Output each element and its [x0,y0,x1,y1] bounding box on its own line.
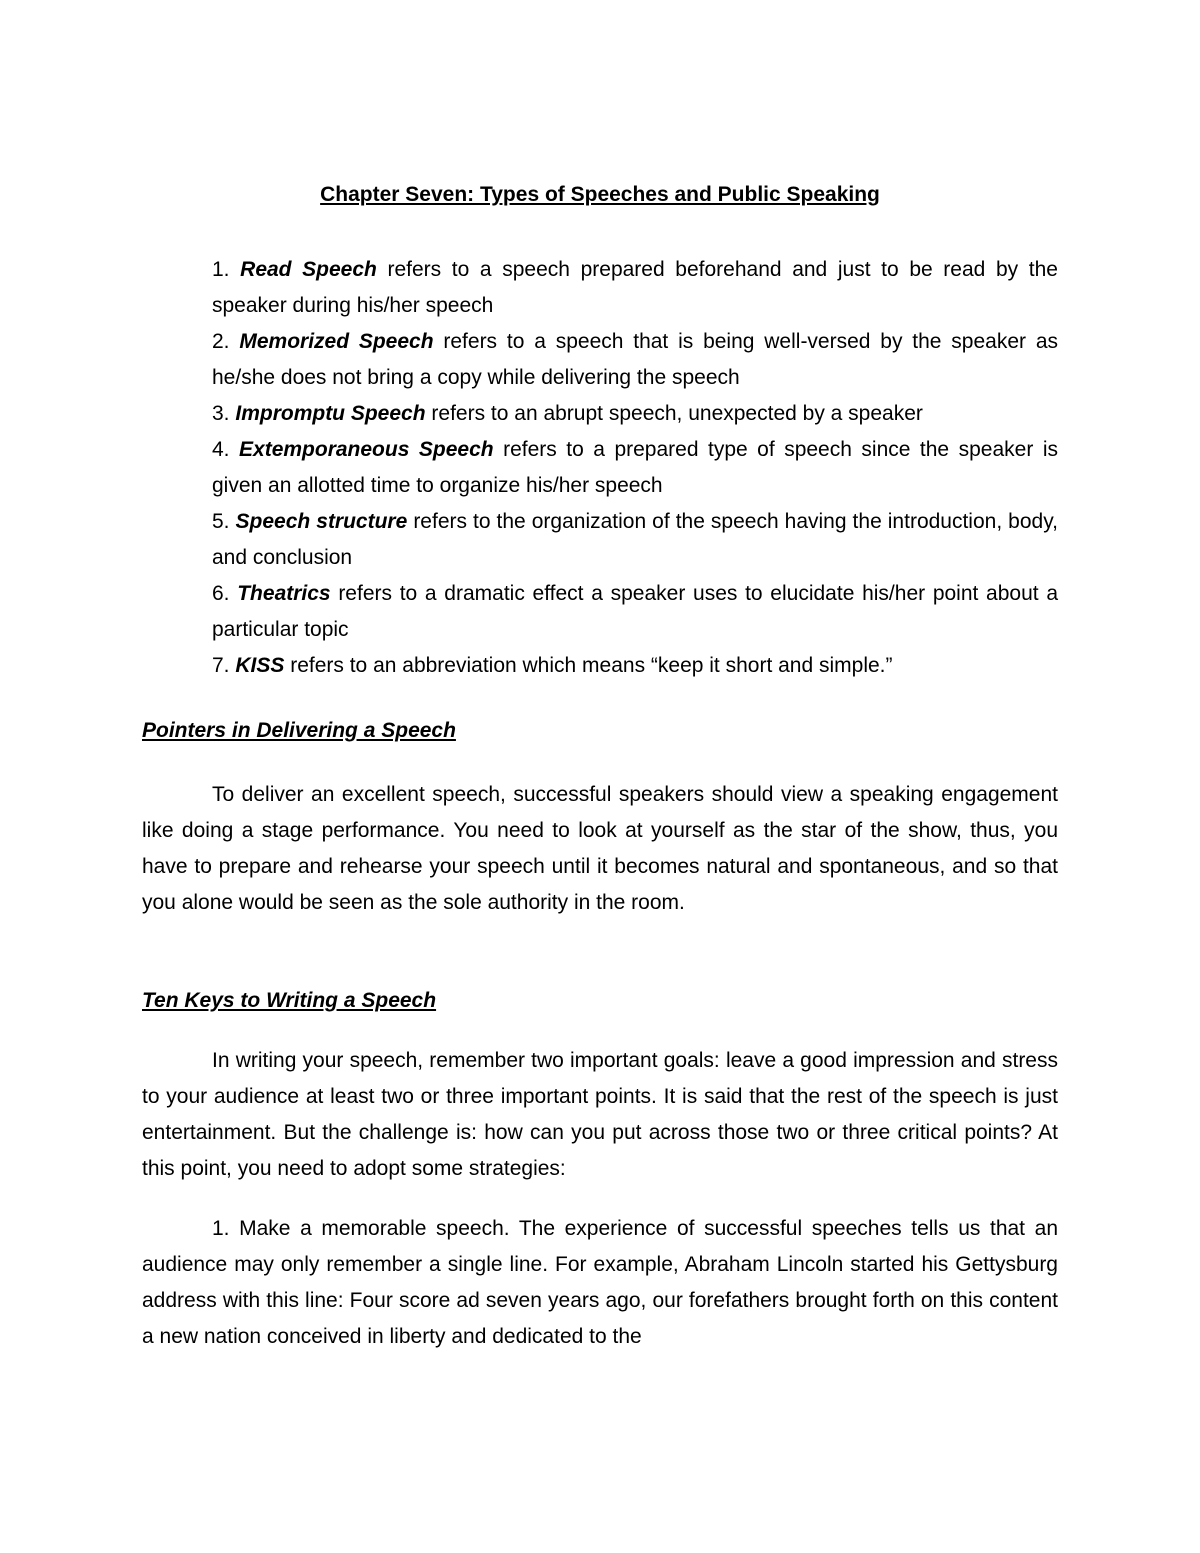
definition-item [212,324,1058,396]
definition-term: Read Speech [240,258,377,281]
definition-item [212,576,1058,648]
definition-number: 6. [212,582,230,605]
definition-text: refers to a prepared type of speech since the speaker is given an allotted time to organize his/her speech [212,438,1058,497]
definition-text: refers to an abrupt speech, unexpected by a speaker [425,402,923,425]
definition-number: 2. [212,330,230,353]
strategy-item: 1. Make a memorable speech. The experience of successful speeches tells us that an audience may only remember a single line. For example, Abraham Lincoln started his Gettysburg address with this line: Four score ad seven years ago, our forefathers brought forth on this content a new nation conceived in liberty and dedicated to the [142,1217,1058,1348]
definition-text: refers to a speech that is being well-versed by the speaker as he/she does not bring a copy while delivering the speech [212,330,1059,389]
definition-term: KISS [235,654,285,677]
definition-number: 3. [212,402,230,425]
section-paragraph-ten-keys: In writing your speech, remember two important goals: leave a good impression and stress to your audience at least two or three important points. It is said that the rest of the speech is just entertainment. But the challenge is: how can you put across those two or three critical points? At this point, you need to adopt some strategies: [142,1049,1058,1180]
definition-term: Impromptu Speech [235,402,426,425]
definition-text: refers to the organization of the speech having the introduction, body, and conclusion [212,510,1058,569]
definition-number: 7. [212,654,230,677]
definition-number: 5. [212,510,230,533]
definition-text: refers to an abbreviation which means “keep it short and simple.” [284,654,893,677]
definition-item [212,648,1058,684]
definition-term: Memorized Speech [239,330,434,353]
definition-item [212,396,1058,432]
definition-item [212,504,1058,576]
page-title: Chapter Seven: Types of Speeches and Public Speaking [320,183,880,206]
definition-item [212,252,1058,324]
definition-number: 1. [212,258,230,281]
definition-term: Theatrics [237,582,331,605]
section-paragraph-pointers: To deliver an excellent speech, successful speakers should view a speaking engagement like doing a stage performance. You need to look at yourself as the star of the show, thus, you have to prepare and rehearse your speech until it becomes natural and spontaneous, and so that you alone would be seen as the sole authority in the room. [142,783,1058,914]
section-heading-ten-keys: Ten Keys to Writing a Speech [142,989,437,1012]
definition-text: refers to a dramatic effect a speaker uses to elucidate his/her point about a particular topic [212,582,1058,641]
definition-list [212,252,1058,684]
definition-term: Speech structure [235,510,408,533]
definition-item [212,432,1058,504]
definition-text: refers to a speech prepared beforehand and just to be read by the speaker during his/her speech [212,258,1058,317]
definition-number: 4. [212,438,230,461]
section-heading-pointers: Pointers in Delivering a Speech [142,719,456,742]
definition-term: Extemporaneous Speech [239,438,494,461]
